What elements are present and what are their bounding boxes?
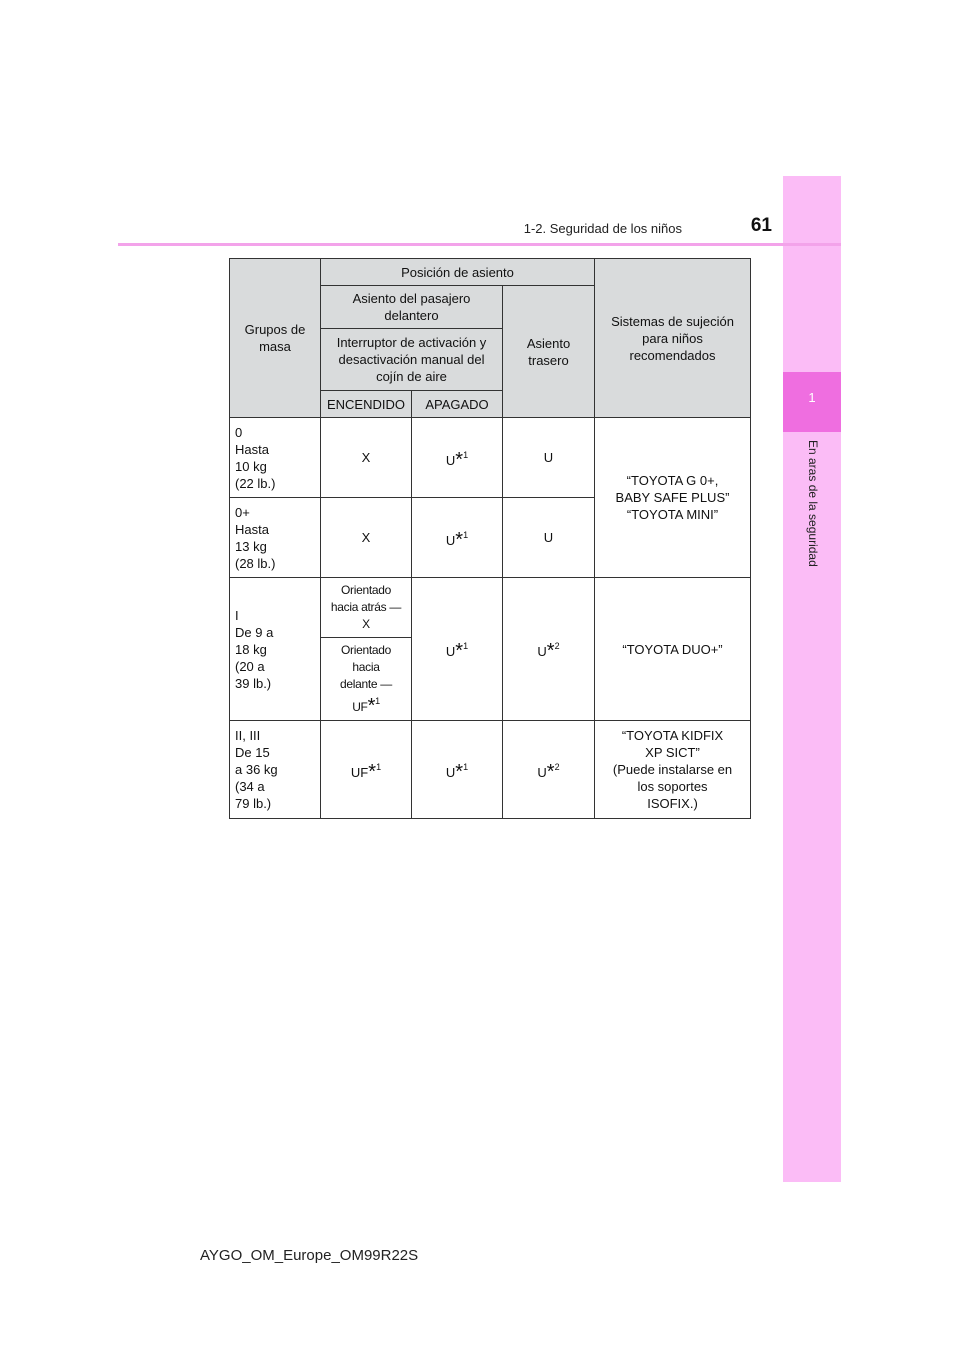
- rear-cell: U: [503, 498, 595, 578]
- recommended-cell: “TOYOTA KIDFIX XP SICT” (Puede instalarse en los soportes ISOFIX.): [595, 721, 751, 819]
- off-cell: U*$^1$: [412, 578, 503, 721]
- rear-cell: U*$^2$: [503, 721, 595, 819]
- child-seat-table: [229, 258, 751, 819]
- group-cell: 0 Hasta 10 kg (22 lb.): [230, 418, 321, 498]
- group-cell: II, III De 15 a 36 kg (34 a 79 lb.): [230, 721, 321, 819]
- chapter-number: 1: [808, 390, 816, 405]
- rear-cell: U: [503, 418, 595, 498]
- footer-doc-id: AYGO_OM_Europe_OM99R22S: [200, 1247, 419, 1264]
- recommended-cell: “TOYOTA DUO+”: [595, 578, 751, 721]
- on-cell: X: [321, 418, 412, 498]
- header-group: Grupos de masa: [230, 259, 321, 418]
- on-cell: UF*$^1$: [321, 721, 412, 819]
- header-off: APAGADO: [412, 391, 503, 418]
- on-forward-facing-cell: Orientado hacia delante — UF*$^1$: [321, 638, 412, 721]
- header-on: ENCENDIDO: [321, 391, 412, 418]
- header-seat-position: Posición de asiento: [321, 259, 595, 286]
- header-airbag-switch: Interruptor de activación y desactivación manual del cojín de aire: [321, 329, 503, 391]
- on-cell: X: [321, 498, 412, 578]
- chapter-title: En aras de la seguridad: [806, 440, 820, 567]
- header-recommended: Sistemas de sujeción para niños recomendados: [595, 259, 751, 418]
- chapter-side-tab: [783, 176, 841, 1182]
- page-number: 61: [750, 215, 772, 236]
- header-divider: [118, 243, 841, 246]
- off-cell: U*$^1$: [412, 721, 503, 819]
- on-rear-facing-cell: Orientado hacia atrás — X: [321, 578, 412, 638]
- table-row: [230, 578, 751, 638]
- off-cell: U*$^1$: [412, 498, 503, 578]
- off-cell: U*$^1$: [412, 418, 503, 498]
- header-rear-seat: Asiento trasero: [503, 286, 595, 418]
- group-cell: 0+ Hasta 13 kg (28 lb.): [230, 498, 321, 578]
- section-title: 1-2. Seguridad de los niños: [523, 221, 682, 236]
- table-row: [230, 721, 751, 819]
- group-cell: I De 9 a 18 kg (20 a 39 lb.): [230, 578, 321, 721]
- table-row: [230, 418, 751, 498]
- rear-cell: U*$^2$: [503, 578, 595, 721]
- recommended-cell: “TOYOTA G 0+, BABY SAFE PLUS” “TOYOTA MINI”: [595, 418, 751, 578]
- header-front-passenger: Asiento del pasajero delantero: [321, 286, 503, 329]
